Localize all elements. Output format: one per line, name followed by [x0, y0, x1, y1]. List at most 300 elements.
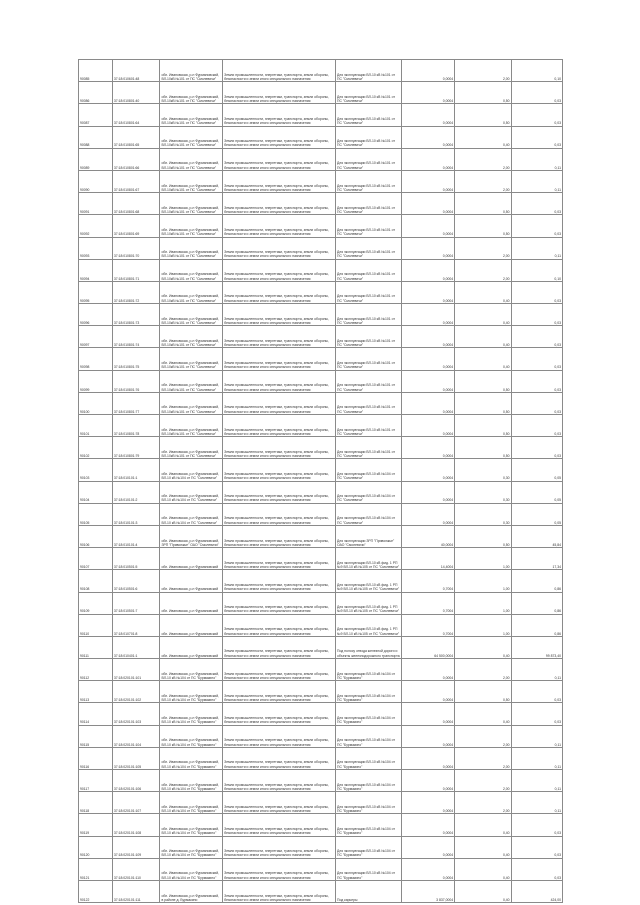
permitted-use-cell: Для эксплуатации ВЛ-10 кВ №101 от ПС "Смолевичи"	[336, 348, 402, 370]
table-row	[79, 880, 563, 902]
cadastral-number-cell: 37:18:010801:70	[112, 237, 160, 259]
land-category-cell: Земли промышленности, энергетики, транспорта, земли обороны, безопасности и земли иного специального назначения	[223, 126, 336, 148]
location-cell: обл. Ивановская, р-н Фурмановский, ВЛ-10 кВ №104 от ПС "Бурмакино"	[160, 681, 223, 703]
permitted-use-cell: Для эксплуатации ВЛ-10 кВ №101 от ПС "Смолевичи"	[336, 259, 402, 281]
tax-sum-cell: 0,11	[511, 237, 562, 259]
tax-sum-cell: 0,11	[511, 725, 562, 747]
land-category-cell: Земли промышленности, энергетики, транспорта, земли обороны, безопасности и земли иного специального назначения	[223, 348, 336, 370]
location-cell: обл. Ивановская, р-н Фурмановский, ВЛ-10кВ №101 от ПС "Смолевичи"	[160, 348, 223, 370]
table-row	[79, 82, 563, 104]
location-cell: обл. Ивановская, р-н Фурмановский, ВЛ-10кВ №101 от ПС "Смолевичи"	[160, 415, 223, 437]
table-row	[79, 814, 563, 836]
land-category-cell: Земли промышленности, энергетики, транспорта, земли обороны, безопасности и земли иного специального назначения	[223, 703, 336, 725]
row-number-cell: 90093	[79, 237, 113, 259]
cadastral-number-cell: 37:18:020101:106	[112, 770, 160, 792]
tax-sum-cell: 0,03	[511, 326, 562, 348]
cadastral-number-cell: 37:18:020101:103	[112, 703, 160, 725]
table-row	[79, 148, 563, 170]
location-cell: обл. Ивановская, р-н Фурмановский, ВЛ-10кВ №101 от ПС "Смолевичи"	[160, 237, 223, 259]
tax-sum-cell: 0,86	[511, 614, 562, 636]
area-cell: 0,0004	[402, 304, 455, 326]
tax-rate-cell: 0,30	[455, 503, 511, 525]
area-cell: 0,0004	[402, 215, 455, 237]
row-number-cell: 90117	[79, 770, 113, 792]
cadastral-number-cell: 37:18:010101:1	[112, 459, 160, 481]
tax-rate-cell: 1,00	[455, 614, 511, 636]
tax-rate-cell: 2,00	[455, 770, 511, 792]
tax-rate-cell: 0,40	[455, 703, 511, 725]
location-cell: обл. Ивановская, р-н Фурмановский, ВЛ-10кВ №101 от ПС "Смолевичи"	[160, 82, 223, 104]
cadastral-number-cell: 37:18:020101:104	[112, 725, 160, 747]
table-row	[79, 481, 563, 503]
tax-rate-cell: 0,30	[455, 481, 511, 503]
tax-sum-cell: 0,03	[511, 348, 562, 370]
tax-sum-cell: 0,03	[511, 370, 562, 392]
land-category-cell: Земли промышленности, энергетики, транспорта, земли обороны, безопасности и земли иного специального назначения	[223, 770, 336, 792]
tax-rate-cell: 1,00	[455, 592, 511, 614]
land-category-cell: Земли промышленности, энергетики, транспорта, земли обороны, безопасности и земли иного специального назначения	[223, 415, 336, 437]
table-row	[79, 503, 563, 525]
land-category-cell: Земли промышленности, энергетики, транспорта, земли обороны, безопасности и земли иного специального назначения	[223, 281, 336, 303]
permitted-use-cell: Под полосу отвода железной дороги и объекты железнодорожного транспорта	[336, 636, 402, 658]
location-cell: обл. Ивановская, р-н Фурмановский	[160, 570, 223, 592]
tax-rate-cell: 0,40	[455, 814, 511, 836]
tax-rate-cell: 0,40	[455, 304, 511, 326]
table-row	[79, 415, 563, 437]
land-category-cell: Земли промышленности, энергетики, транспорта, земли обороны, безопасности и земли иного специального назначения	[223, 481, 336, 503]
area-cell: 14,4004	[402, 548, 455, 570]
tax-sum-cell: 0,03	[511, 193, 562, 215]
cadastral-number-cell: 37:18:010801:77	[112, 392, 160, 414]
cadastral-number-cell: 37:18:010801:65	[112, 126, 160, 148]
land-category-cell: Земли промышленности, энергетики, транспорта, земли обороны, безопасности и земли иного специального назначения	[223, 725, 336, 747]
permitted-use-cell: Для эксплуатации ВЛ-10 кВ №101 от ПС "Смолевичи"	[336, 148, 402, 170]
land-category-cell: Земли промышленности, энергетики, транспорта, земли обороны, безопасности и земли иного специального назначения	[223, 326, 336, 348]
land-category-cell: Земли промышленности, энергетики, транспорта, земли обороны, безопасности и земли иного специального назначения	[223, 836, 336, 858]
table-row	[79, 681, 563, 703]
row-number-cell: 90107	[79, 548, 113, 570]
cadastral-number-cell: 37:18:010101:3	[112, 503, 160, 525]
land-category-cell: Земли промышленности, энергетики, транспорта, земли обороны, безопасности и земли иного специального назначения	[223, 215, 336, 237]
row-number-cell: 90113	[79, 681, 113, 703]
cadastral-number-cell: 37:18:010801:75	[112, 348, 160, 370]
cadastral-number-cell: 37:18:010701:8	[112, 614, 160, 636]
tax-sum-cell: 0,03	[511, 82, 562, 104]
permitted-use-cell: Для эксплуатации ВЛ-10 кВ №104 от ПС "Бурмакино"	[336, 858, 402, 880]
table-row	[79, 104, 563, 126]
row-number-cell: 90089	[79, 148, 113, 170]
permitted-use-cell: Для эксплуатации ВЛ-10 кВ №101 от ПС "Смолевичи"	[336, 170, 402, 192]
cadastral-number-cell: 37:18:010501:5	[112, 548, 160, 570]
area-cell: 0,0004	[402, 703, 455, 725]
permitted-use-cell: Для эксплуатации ВЛ-10 кВ №101 от ПС "Смолевичи"	[336, 415, 402, 437]
permitted-use-cell: Для эксплуатации ВЛ-10 кВ №104 от ПС "Бурмакино"	[336, 770, 402, 792]
table-row	[79, 747, 563, 769]
land-category-cell: Земли промышленности, энергетики, транспорта, земли обороны, безопасности и земли иного специального назначения	[223, 681, 336, 703]
cadastral-number-cell: 37:18:010801:68	[112, 193, 160, 215]
area-cell: 0,0004	[402, 503, 455, 525]
area-cell: 0,0004	[402, 82, 455, 104]
land-category-cell: Земли промышленности, энергетики, транспорта, земли обороны, безопасности и земли иного специального назначения	[223, 193, 336, 215]
cadastral-number-cell: 37:18:010801:74	[112, 326, 160, 348]
tax-sum-cell: 0,03	[511, 703, 562, 725]
cadastral-number-cell: 37:18:010601:48	[112, 60, 160, 82]
tax-rate-cell: 2,00	[455, 792, 511, 814]
land-category-cell: Земли промышленности, энергетики, транспорта, земли обороны, безопасности и земли иного специального назначения	[223, 237, 336, 259]
row-number-cell: 90109	[79, 592, 113, 614]
location-cell: обл. Ивановская, р-н Фурмановский	[160, 636, 223, 658]
row-number-cell: 90118	[79, 792, 113, 814]
location-cell: обл. Ивановская, р-н Фурмановский, ВЛ-10кВ №101 от ПС "Смолевичи"	[160, 326, 223, 348]
tax-rate-cell: 2,00	[455, 170, 511, 192]
area-cell: 0,0004	[402, 659, 455, 681]
table-row	[79, 570, 563, 592]
permitted-use-cell: Для эксплуатации ВЛ-10 кВ №101 от ПС "Смолевичи"	[336, 304, 402, 326]
tax-sum-cell: 0,11	[511, 659, 562, 681]
location-cell: обл. Ивановская, р-н Фурмановский	[160, 592, 223, 614]
row-number-cell: 90088	[79, 126, 113, 148]
table-row	[79, 215, 563, 237]
table-row	[79, 725, 563, 747]
permitted-use-cell: Для эксплуатации ВЛ-10 кВ фид. 1 РП №9 ВЛ-10 кВ №105 от ПС "Смолевичи"	[336, 548, 402, 570]
table-row	[79, 770, 563, 792]
permitted-use-cell: Для эксплуатации ВЛ-10 кВ №104 от ПС "Смолевичи"	[336, 459, 402, 481]
land-category-cell: Земли промышленности, энергетики, транспорта, земли обороны, безопасности и земли иного специального назначения	[223, 659, 336, 681]
tax-rate-cell: 0,50	[455, 415, 511, 437]
land-category-cell: Земли промышленности, энергетики, транспорта, земли обороны, безопасности и земли иного специального назначения	[223, 792, 336, 814]
permitted-use-cell: Для эксплуатации ВЛ-10 кВ №104 от ПС "Бурмакино"	[336, 792, 402, 814]
tax-rate-cell: 0,50	[455, 104, 511, 126]
row-number-cell: 90120	[79, 836, 113, 858]
table-row	[79, 636, 563, 658]
land-category-cell: Земли промышленности, энергетики, транспорта, земли обороны, безопасности и земли иного специального назначения	[223, 814, 336, 836]
tax-sum-cell: 0,03	[511, 304, 562, 326]
tax-sum-cell: 0,03	[511, 392, 562, 414]
tax-sum-cell: 0,05	[511, 481, 562, 503]
land-category-cell: Земли промышленности, энергетики, транспорта, земли обороны, безопасности и земли иного специального назначения	[223, 82, 336, 104]
row-number-cell: 90095	[79, 281, 113, 303]
cadastral-number-cell: 37:18:010501:7	[112, 592, 160, 614]
table-row	[79, 126, 563, 148]
permitted-use-cell: Для эксплуатации ВЛ-10 кВ фид. 1 РП №9 ВЛ-10 кВ №105 от ПС "Смолевичи"	[336, 570, 402, 592]
row-number-cell: 90099	[79, 370, 113, 392]
row-number-cell: 90096	[79, 304, 113, 326]
tax-rate-cell: 0,50	[455, 681, 511, 703]
table-row	[79, 659, 563, 681]
tax-sum-cell: 0,03	[511, 858, 562, 880]
tax-sum-cell: 0,03	[511, 126, 562, 148]
land-category-cell: Земли промышленности, энергетики, транспорта, земли обороны, безопасности и земли иного специального назначения	[223, 570, 336, 592]
permitted-use-cell: Для эксплуатации ВЛ-10 кВ №101 от ПС "Смолевичи"	[336, 370, 402, 392]
location-cell: обл. Ивановская, р-н Фурмановский, ВЛ-10 кВ №104 от ПС "Бурмакино"	[160, 814, 223, 836]
row-number-cell: 90103	[79, 459, 113, 481]
permitted-use-cell: Для эксплуатации ВЛ-10 кВ №104 от ПС "Смолевичи"	[336, 481, 402, 503]
land-category-cell: Земли промышленности, энергетики, транспорта, земли обороны, безопасности и земли иного специального назначения	[223, 503, 336, 525]
cadastral-number-cell: 37:18:020101:101	[112, 659, 160, 681]
tax-sum-cell: 0,03	[511, 104, 562, 126]
cadastral-number-cell: 37:18:010801:67	[112, 170, 160, 192]
cadastral-number-cell: 37:18:010801:40	[112, 82, 160, 104]
location-cell: обл. Ивановская, р-н Фурмановский, ВЛ-10кВ №101 от ПС "Смолевичи"	[160, 148, 223, 170]
table-body	[79, 60, 563, 903]
cadastral-number-cell: 37:18:020101:109	[112, 836, 160, 858]
table-row	[79, 170, 563, 192]
cadastral-number-cell: 37:18:010801:69	[112, 215, 160, 237]
tax-rate-cell: 0,50	[455, 215, 511, 237]
tax-rate-cell: 0,40	[455, 880, 511, 902]
tax-sum-cell: 0,11	[511, 770, 562, 792]
row-number-cell: 90122	[79, 880, 113, 902]
tax-rate-cell: 0,40	[455, 858, 511, 880]
area-cell: 0,7004	[402, 570, 455, 592]
land-category-cell: Земли промышленности, энергетики, транспорта, земли обороны, безопасности и земли иного специального назначения	[223, 636, 336, 658]
cadastral-number-cell: 37:18:010801:66	[112, 148, 160, 170]
table-row	[79, 304, 563, 326]
tax-sum-cell: 0,11	[511, 747, 562, 769]
land-category-cell: Земли промышленности, энергетики, транспорта, земли обороны, безопасности и земли иного специального назначения	[223, 880, 336, 902]
location-cell: обл. Ивановская, р-н Фурмановский, ВЛ-10кВ №101 от ПС "Смолевичи"	[160, 104, 223, 126]
area-cell: 0,0004	[402, 60, 455, 82]
tax-sum-cell: 0,10	[511, 259, 562, 281]
row-number-cell: 90110	[79, 614, 113, 636]
land-category-cell: Земли промышленности, энергетики, транспорта, земли обороны, безопасности и земли иного специального назначения	[223, 170, 336, 192]
table-row	[79, 858, 563, 880]
cadastral-number-cell: 37:18:020101:105	[112, 747, 160, 769]
permitted-use-cell: Для эксплуатации ВЛ-10 кВ №104 от ПС "Бурмакино"	[336, 747, 402, 769]
table-row	[79, 348, 563, 370]
land-category-cell: Земли промышленности, энергетики, транспорта, земли обороны, безопасности и земли иного специального назначения	[223, 104, 336, 126]
tax-sum-cell: 0,11	[511, 148, 562, 170]
area-cell: 0,0004	[402, 459, 455, 481]
table-row	[79, 370, 563, 392]
row-number-cell: 90090	[79, 170, 113, 192]
row-number-cell: 90087	[79, 104, 113, 126]
cadastral-number-cell: 37:18:010801:78	[112, 415, 160, 437]
row-number-cell: 90092	[79, 215, 113, 237]
area-cell: 0,0004	[402, 193, 455, 215]
location-cell: обл. Ивановская, р-н Фурмановский	[160, 614, 223, 636]
tax-rate-cell: 2,00	[455, 259, 511, 281]
area-cell: 0,7004	[402, 592, 455, 614]
cadastral-number-cell: 37:18:010801:76	[112, 370, 160, 392]
cadastral-number-cell: 37:18:010801:79	[112, 437, 160, 459]
location-cell: обл. Ивановская, р-н Фурмановский, ВЛ-10кВ №101 от ПС "Смолевичи"	[160, 392, 223, 414]
tax-sum-cell: 0,03	[511, 415, 562, 437]
area-cell: 0,0004	[402, 148, 455, 170]
cadastral-number-cell: 37:18:020101:111	[112, 880, 160, 902]
area-cell: 0,0004	[402, 814, 455, 836]
table-row	[79, 614, 563, 636]
location-cell: обл. Ивановская, р-н Фурмановский, ВЛ-10 кВ №104 от ПС "Бурмакино"	[160, 770, 223, 792]
permitted-use-cell: Для эксплуатации ВЛ-10 кВ фид. 1 РП №9 ВЛ-10 кВ №105 от ПС "Смолевичи"	[336, 592, 402, 614]
location-cell: обл. Ивановская, р-н Фурмановский, ВЛ-10 кВ №104 от ПС "Смолевичи"	[160, 481, 223, 503]
location-cell: обл. Ивановская, р-н Фурмановский, ВЛ-10 кВ №104 от ПС "Бурмакино"	[160, 858, 223, 880]
area-cell: 40,0004	[402, 525, 455, 547]
row-number-cell: 90114	[79, 703, 113, 725]
tax-sum-cell: 0,03	[511, 814, 562, 836]
tax-sum-cell: 0,10	[511, 60, 562, 82]
area-cell: 0,0004	[402, 481, 455, 503]
table-row	[79, 259, 563, 281]
table-row	[79, 592, 563, 614]
tax-sum-cell: 0,05	[511, 503, 562, 525]
location-cell: обл. Ивановская, р-н Фурмановский	[160, 548, 223, 570]
tax-sum-cell: 17,34	[511, 548, 562, 570]
permitted-use-cell: Для эксплуатации ВЛ-10 кВ фид. 1 РП №9 ВЛ-10 кВ №105 от ПС "Смолевичи"	[336, 614, 402, 636]
area-cell: 0,0004	[402, 326, 455, 348]
location-cell: обл. Ивановская, р-н Фурмановский, ВЛ-10кВ №101 от ПС "Смолевичи"	[160, 215, 223, 237]
location-cell: обл. Ивановская, р-н Фурмановский, ВЛ-10кВ №101 от ПС "Смолевичи"	[160, 170, 223, 192]
row-number-cell: 90102	[79, 437, 113, 459]
area-cell: 0,0004	[402, 415, 455, 437]
row-number-cell: 90091	[79, 193, 113, 215]
row-number-cell: 90104	[79, 481, 113, 503]
cadastral-number-cell: 37:18:010801:72	[112, 281, 160, 303]
location-cell: обл. Ивановская, р-н Фурмановский, ВЛ-10кВ №101 от ПС "Смолевичи"	[160, 193, 223, 215]
row-number-cell: 90100	[79, 392, 113, 414]
location-cell: обл. Ивановская, р-н Фурмановский, ВЛ-10 кВ №104 от ПС "Бурмакино"	[160, 836, 223, 858]
area-cell: 0,0004	[402, 348, 455, 370]
permitted-use-cell: Для эксплуатации ЗРП "Приволжье" ОАО "Смолевичи"	[336, 525, 402, 547]
land-category-cell: Земли промышленности, энергетики, транспорта, земли обороны, безопасности и земли иного специального назначения	[223, 304, 336, 326]
permitted-use-cell: Для эксплуатации ВЛ-10 кВ №101 от ПС "Смолевичи"	[336, 437, 402, 459]
cadastral-number-cell: 37:18:010801:71	[112, 259, 160, 281]
tax-rate-cell: 0,40	[455, 326, 511, 348]
table-row	[79, 437, 563, 459]
permitted-use-cell: Для эксплуатации ВЛ-10 кВ №101 от ПС "Смолевичи"	[336, 392, 402, 414]
cadastral-number-cell: 37:18:020101:108	[112, 814, 160, 836]
location-cell: обл. Ивановская, р-н Фурмановский, ВЛ-10 кВ №104 от ПС "Смолевичи"	[160, 503, 223, 525]
area-cell: 0,0004	[402, 104, 455, 126]
tax-sum-cell: 0,86	[511, 592, 562, 614]
row-number-cell: 90098	[79, 348, 113, 370]
tax-rate-cell: 2,00	[455, 237, 511, 259]
location-cell: обл. Ивановская, р-н Фурмановский, ВЛ-10кВ №101 от ПС "Смолевичи"	[160, 259, 223, 281]
tax-rate-cell: 1,00	[455, 548, 511, 570]
location-cell: обл. Ивановская, р-н Фурмановский, ВЛ-10 кВ №104 от ПС "Смолевичи"	[160, 459, 223, 481]
cadastral-number-cell: 37:18:010501:6	[112, 570, 160, 592]
land-category-cell: Земли промышленности, энергетики, транспорта, земли обороны, безопасности и земли иного специального назначения	[223, 592, 336, 614]
row-number-cell: 90115	[79, 725, 113, 747]
tax-rate-cell: 0,50	[455, 82, 511, 104]
cadastral-number-cell: 37:18:010101:4	[112, 525, 160, 547]
permitted-use-cell: Для эксплуатации ВЛ-10 кВ №104 от ПС "Бурмакино"	[336, 836, 402, 858]
tax-sum-cell: 0,03	[511, 215, 562, 237]
permitted-use-cell: Для эксплуатации ВЛ-10 кВ №104 от ПС "Бурмакино"	[336, 814, 402, 836]
tax-rate-cell: 0,40	[455, 348, 511, 370]
cadastral-number-cell: 37:18:010401:1	[112, 636, 160, 658]
location-cell: обл. Ивановская, р-н Фурмановский, ВЛ-10 кВ №104 от ПС "Бурмакино"	[160, 792, 223, 814]
permitted-use-cell: Для эксплуатации ВЛ-10 кВ №104 от ПС "Бурмакино"	[336, 659, 402, 681]
location-cell: обл. Ивановская, р-н Фурмановский, ЗРП "Приволжье" ОАО "Смолевичи"	[160, 525, 223, 547]
tax-sum-cell: 0,11	[511, 792, 562, 814]
tax-rate-cell: 0,50	[455, 193, 511, 215]
area-cell: 64 500,0004	[402, 636, 455, 658]
document-sheet	[78, 59, 563, 903]
location-cell: обл. Ивановская, р-н Фурмановский, ВЛ-10 кВ №104 от ПС "Бурмакино"	[160, 725, 223, 747]
row-number-cell: 90108	[79, 570, 113, 592]
table-row	[79, 193, 563, 215]
table-row	[79, 703, 563, 725]
row-number-cell: 90121	[79, 858, 113, 880]
tax-rate-cell: 0,50	[455, 525, 511, 547]
tax-rate-cell: 0,40	[455, 836, 511, 858]
table-row	[79, 392, 563, 414]
land-category-cell: Земли промышленности, энергетики, транспорта, земли обороны, безопасности и земли иного специального назначения	[223, 747, 336, 769]
cadastral-number-cell: 37:18:020101:107	[112, 792, 160, 814]
area-cell: 0,0004	[402, 747, 455, 769]
area-cell: 0,0004	[402, 770, 455, 792]
tax-rate-cell: 0,40	[455, 636, 511, 658]
permitted-use-cell: Для эксплуатации ВЛ-10 кВ №101 от ПС "Смолевичи"	[336, 126, 402, 148]
tax-rate-cell: 0,30	[455, 459, 511, 481]
location-cell: обл. Ивановская, р-н Фурмановский, ВЛ-10 кВ №104 от ПС "Бурмакино"	[160, 659, 223, 681]
cadastral-number-cell: 37:18:010801:73	[112, 304, 160, 326]
location-cell: обл. Ивановская, р-н Фурмановский, ВЛ-10 кВ №104 от ПС "Бурмакино"	[160, 747, 223, 769]
cadastral-number-cell: 37:18:020101:110	[112, 858, 160, 880]
land-category-cell: Земли промышленности, энергетики, транспорта, земли обороны, безопасности и земли иного специального назначения	[223, 858, 336, 880]
permitted-use-cell: Для эксплуатации ВЛ-10 кВ №104 от ПС "Бурмакино"	[336, 681, 402, 703]
table-row	[79, 792, 563, 814]
area-cell: 0,0004	[402, 681, 455, 703]
tax-rate-cell: 2,00	[455, 60, 511, 82]
permitted-use-cell: Для эксплуатации ВЛ-10 кВ №101 от ПС "Смолевичи"	[336, 104, 402, 126]
area-cell: 0,0004	[402, 237, 455, 259]
area-cell: 0,0004	[402, 370, 455, 392]
area-cell: 0,0004	[402, 437, 455, 459]
permitted-use-cell: Для эксплуатации ВЛ-10 кВ №101 от ПС "Смолевичи"	[336, 82, 402, 104]
tax-sum-cell: 0,86	[511, 570, 562, 592]
table-row	[79, 60, 563, 82]
tax-sum-cell: 424,00	[511, 880, 562, 902]
area-cell: 3 837,0004	[402, 880, 455, 902]
row-number-cell: 90094	[79, 259, 113, 281]
land-category-cell: Земли промышленности, энергетики, транспорта, земли обороны, безопасности и земли иного специального назначения	[223, 148, 336, 170]
permitted-use-cell: Для эксплуатации ВЛ-10 кВ №104 от ПС "Бурмакино"	[336, 725, 402, 747]
permitted-use-cell: Под карьеры	[336, 880, 402, 902]
row-number-cell: 90111	[79, 636, 113, 658]
table-row	[79, 836, 563, 858]
tax-rate-cell: 1,00	[455, 570, 511, 592]
tax-rate-cell: 2,00	[455, 725, 511, 747]
tax-sum-cell: 0,03	[511, 437, 562, 459]
tax-sum-cell: 45,84	[511, 525, 562, 547]
row-number-cell: 90116	[79, 747, 113, 769]
tax-rate-cell: 0,40	[455, 126, 511, 148]
land-category-cell: Земли промышленности, энергетики, транспорта, земли обороны, безопасности и земли иного специального назначения	[223, 548, 336, 570]
row-number-cell: 90097	[79, 326, 113, 348]
tax-sum-cell: 0,03	[511, 281, 562, 303]
tax-sum-cell: 0,11	[511, 170, 562, 192]
tax-rate-cell: 0,50	[455, 437, 511, 459]
area-cell: 0,0004	[402, 836, 455, 858]
land-category-cell: Земли промышленности, энергетики, транспорта, земли обороны, безопасности и земли иного специального назначения	[223, 60, 336, 82]
row-number-cell: 90101	[79, 415, 113, 437]
location-cell: обл. Ивановская, р-н Фурмановский, ВЛ-10кВ №101 от ПС "Смолевичи"	[160, 304, 223, 326]
location-cell: обл. Ивановская, р-н Фурмановский, ВЛ-10кВ №101 от ПС "Смолевичи"	[160, 126, 223, 148]
row-number-cell: 90086	[79, 82, 113, 104]
tax-sum-cell: 0,03	[511, 681, 562, 703]
location-cell: обл. Ивановская, р-н Фурмановский, ВЛ-10кВ №101 от ПС "Смолевичи"	[160, 60, 223, 82]
permitted-use-cell: Для эксплуатации ВЛ-10 кВ №101 от ПС "Смолевичи"	[336, 281, 402, 303]
land-category-cell: Земли промышленности, энергетики, транспорта, земли обороны, безопасности и земли иного специального назначения	[223, 370, 336, 392]
tax-sum-cell: 99 873,40	[511, 636, 562, 658]
area-cell: 0,7004	[402, 614, 455, 636]
location-cell: обл. Ивановская, р-н Фурмановский, в районе д. Бурмакино	[160, 880, 223, 902]
land-category-cell: Земли промышленности, энергетики, транспорта, земли обороны, безопасности и земли иного специального назначения	[223, 525, 336, 547]
row-number-cell: 90112	[79, 659, 113, 681]
row-number-cell: 90106	[79, 525, 113, 547]
